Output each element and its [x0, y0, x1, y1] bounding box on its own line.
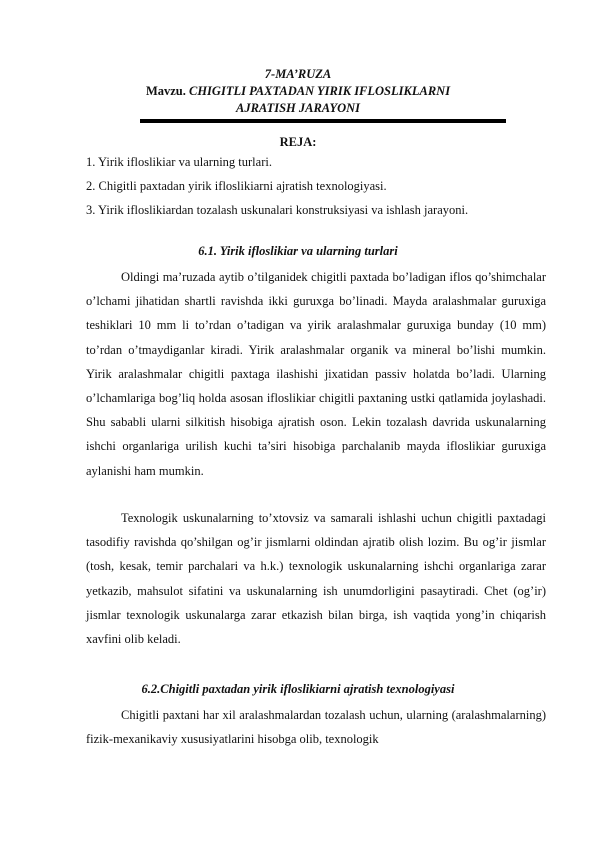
title-divider: [140, 119, 506, 123]
plan-item: 3. Yirik ifloslikiardan tozalash uskunalari konstruksiyasi va ishlash jarayoni.: [86, 203, 469, 217]
paragraph: Chigitli paxtani har xil aralashmalardan tozalash uchun, ularning (aralashmalarning) fizik-mexanikaviy xususiyatlarini hisobga olib, texnologik: [86, 708, 546, 747]
lecture-number: 7-MA’RUZA: [264, 67, 332, 81]
lecture-topic: [0, 83, 596, 117]
topic-line-1: CHIGITLI PAXTADAN YIRIK IFLOSLIKLARNI: [189, 84, 451, 98]
plan-item: 2. Chigitli paxtadan yirik ifloslikiarni ajratish texnologiyasi.: [86, 179, 387, 193]
plan-list: [86, 150, 526, 222]
topic-line-2: AJRATISH JARAYONI: [236, 101, 360, 115]
plan-item: 1. Yirik ifloslikiar va ularning turlari.: [86, 155, 272, 169]
paragraph: Oldingi ma’ruzada aytib o’tilganidek chigitli paxtada bo’ladigan iflos qo’shimchalar o’lchami jihatidan shartli ravishda ikki guruxga bo’linadi. Mayda aralashmalar guruxiga teshiklari 10 mm li to’rdan o’tadigan va yirik aralashmalar guruxiga bunday (10 mm) to’rdan o’tmaydiganlar kiradi. Yirik aralashmalar organik va mineral bo’lishi mumkin. Yirik aralashmalar chigitli paxtaga ilashishi jixatidan passiv holatda bo’ladi. Ularning o’lchamlariga bog’liq holda asosan ifloslikiar chigitli paxtaning ustki qatlamida joylashadi. Shu sababli ularni silkitish hisobiga ajratish oson. Lekin tozalash davrida uskunalarning ishchi organlariga urilish kuchi ta’siri hisobiga parchalanib mayda ifloslikiar guruxiga aylanishi ham mumkin.: [86, 270, 546, 478]
plan-heading: REJA:: [279, 135, 317, 149]
section-heading: 6.1. Yirik ifloslikiar va ularning turlari: [198, 244, 398, 258]
topic-prefix: Mavzu.: [145, 84, 186, 98]
section-heading: 6.2.Chigitli paxtadan yirik ifloslikiarni ajratish texnologiyasi: [141, 682, 455, 696]
paragraph: Texnologik uskunalarning to’xtovsiz va samarali ishlashi uchun chigitli paxtadagi tasodifiy ravishda qo’shilgan og’ir jismlarni oldindan ajratib olish lozim. Bu og’ir jismlar (tosh, kesak, temir parchalari va h.k.) texnologik uskunalarning ishchi organlariga zarar yetkazib, mahsulot sifatini va uskunalarning ish unumdorligini pasaytiradi. Chet (og’ir) jismlar texnologik uskunalarga zarar etkazish bilan birga, ish vaqtida yong’in chiqarish xavfini olib keladi.: [86, 511, 546, 647]
